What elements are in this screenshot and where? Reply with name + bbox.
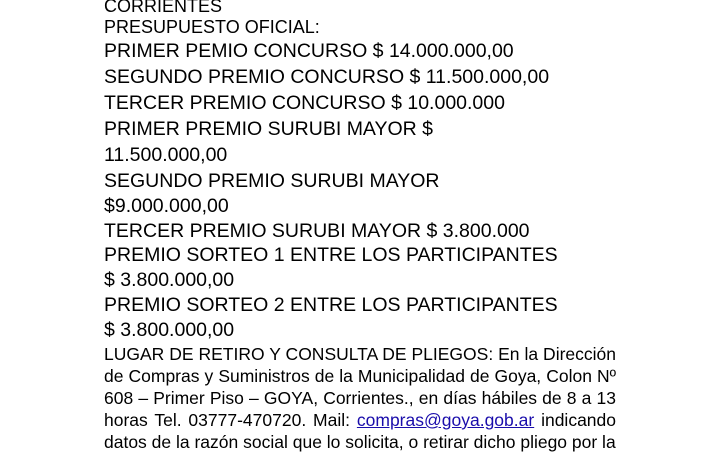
prize-line: SEGUNDO PREMIO SURUBI MAYOR: [104, 170, 440, 192]
retiro-text: LUGAR DE RETIRO Y CONSULTA DE PLIEGOS: En la Dirección de Compras y Suministros de la Municipalidad de Goya, Colon Nº 608 – Primer Piso – GOYA, Corrientes., en días hábiles de 8 a 13 horas Tel. 03777-470720. Mail:: [104, 344, 616, 430]
prize-line: PREMIO SORTEO 1 ENTRE LOS PARTICIPANTES: [104, 244, 558, 266]
prize-line: TERCER PREMIO CONCURSO $ 10.000.000: [104, 92, 505, 114]
prize-line: PRIMER PREMIO SURUBI MAYOR $: [104, 118, 434, 140]
prize-line: PREMIO SORTEO 2 ENTRE LOS PARTICIPANTES: [104, 294, 558, 316]
retiro-paragraph: [104, 343, 616, 453]
prize-amount: 11.500.000,00: [104, 144, 228, 166]
email-link[interactable]: compras@goya.gob.ar: [356, 410, 535, 430]
prize-line: PRIMER PEMIO CONCURSO $ 14.000.000,00: [104, 40, 514, 62]
location-heading: CORRIENTES: [104, 0, 223, 16]
prize-line: SEGUNDO PREMIO CONCURSO $ 11.500.000,00: [104, 66, 550, 88]
prize-amount: $9.000.000,00: [104, 195, 229, 217]
prize-amount: $ 3.800.000,00: [104, 269, 235, 291]
budget-title: PRESUPUESTO OFICIAL:: [104, 17, 320, 37]
prize-line: TERCER PREMIO SURUBI MAYOR $ 3.800.000: [104, 220, 530, 242]
retiro-text-continued: indicando datos de la razón social que lo solicita, o retirar dicho pliego por la: [104, 410, 616, 452]
prize-amount: $ 3.800.000,00: [104, 319, 235, 341]
